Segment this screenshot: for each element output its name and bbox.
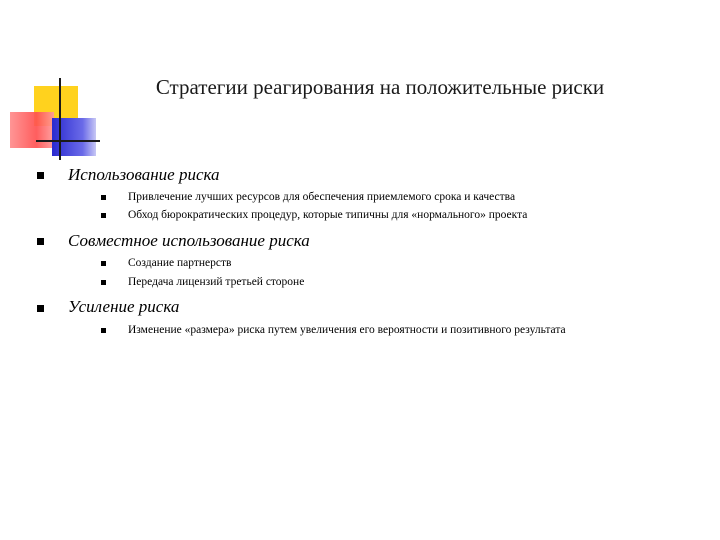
list-item: Изменение «размера» риска путем увеличения его вероятности и позитивного результата — [128, 324, 566, 336]
square-bullet-icon — [101, 195, 106, 200]
slide-title: Стратегии реагирования на положительные риски — [155, 75, 605, 99]
section-heading: Использование риска — [68, 165, 220, 184]
list-item: Передача лицензий третьей стороне — [128, 276, 305, 288]
square-bullet-icon — [101, 280, 106, 285]
square-bullet-icon — [37, 305, 44, 312]
square-bullet-icon — [37, 238, 44, 245]
red-square — [10, 112, 54, 148]
list-item: Обход бюрократических процедур, которые типичны для «нормального» проекта — [128, 209, 528, 221]
square-bullet-icon — [101, 261, 106, 266]
square-bullet-icon — [101, 328, 106, 333]
section-heading: Усиление риска — [68, 297, 180, 316]
square-bullet-icon — [101, 213, 106, 218]
square-bullet-icon — [37, 172, 44, 179]
horizontal-line — [36, 140, 100, 142]
list-item: Привлечение лучших ресурсов для обеспечения приемлемого срока и качества — [128, 191, 516, 203]
list-item: Создание партнерств — [128, 257, 232, 269]
section-heading: Совместное использование риска — [68, 231, 310, 250]
